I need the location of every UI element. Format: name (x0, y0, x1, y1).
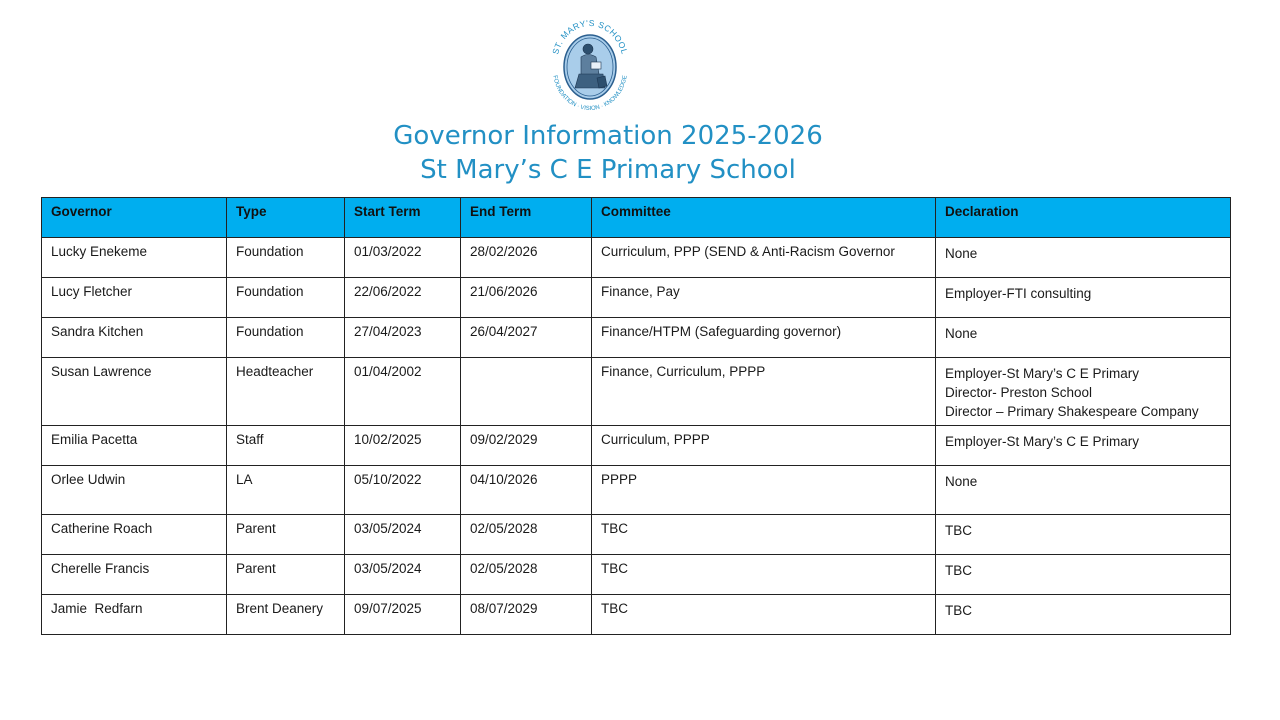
governor-cell: Sandra Kitchen (42, 318, 227, 358)
type-cell: Foundation (227, 238, 345, 278)
type-cell: Staff (227, 426, 345, 466)
table-row (42, 515, 1231, 555)
column-header-declaration: Declaration (936, 198, 1231, 238)
committee-cell: TBC (592, 595, 936, 635)
start-term-cell: 27/04/2023 (345, 318, 461, 358)
logo-ring-text-bottom: FOUNDATION · VISION · KNOWLEDGE (551, 74, 629, 112)
declaration-cell (936, 555, 1231, 595)
governor-cell: Susan Lawrence (42, 358, 227, 426)
governor-cell: Jamie Redfarn (42, 595, 227, 635)
committee-cell: Curriculum, PPPP (592, 426, 936, 466)
declaration-cell (936, 278, 1231, 318)
type-cell: LA (227, 466, 345, 515)
end-term-cell: 21/06/2026 (461, 278, 592, 318)
table-row (42, 318, 1231, 358)
page-title: Governor Information 2025-2026 (393, 121, 823, 151)
logo-ring-text-top: ST. MARY'S SCHOOL (550, 17, 630, 56)
declaration-cell (936, 318, 1231, 358)
table-row (42, 426, 1231, 466)
start-term-cell: 03/05/2024 (345, 555, 461, 595)
committee-cell: TBC (592, 515, 936, 555)
type-cell: Foundation (227, 318, 345, 358)
table-row (42, 238, 1231, 278)
declaration-cell (936, 238, 1231, 278)
school-name: St Mary’s C E Primary School (420, 155, 796, 185)
start-term-cell: 01/03/2022 (345, 238, 461, 278)
governor-cell: Emilia Pacetta (42, 426, 227, 466)
committee-cell: TBC (592, 555, 936, 595)
table-row (42, 278, 1231, 318)
declaration-line: Employer-FTI consulting (945, 286, 1092, 301)
start-term-cell: 22/06/2022 (345, 278, 461, 318)
declaration-cell (936, 466, 1231, 515)
school-logo (545, 12, 635, 112)
end-term-cell: 08/07/2029 (461, 595, 592, 635)
end-term-cell: 09/02/2029 (461, 426, 592, 466)
end-term-cell: 26/04/2027 (461, 318, 592, 358)
end-term-cell: 02/05/2028 (461, 555, 592, 595)
governor-cell: Catherine Roach (42, 515, 227, 555)
start-term-cell: 09/07/2025 (345, 595, 461, 635)
declaration-line: None (945, 474, 978, 489)
end-term-cell: 28/02/2026 (461, 238, 592, 278)
type-cell: Brent Deanery (227, 595, 345, 635)
start-term-cell: 10/02/2025 (345, 426, 461, 466)
end-term-cell (461, 358, 592, 426)
table-row (42, 595, 1231, 635)
table-row (42, 466, 1231, 515)
column-header-start-term: Start Term (345, 198, 461, 238)
governor-cell: Lucky Enekeme (42, 238, 227, 278)
governor-cell: Cherelle Francis (42, 555, 227, 595)
type-cell: Foundation (227, 278, 345, 318)
declaration-cell (936, 515, 1231, 555)
column-header-governor: Governor (42, 198, 227, 238)
type-cell: Parent (227, 555, 345, 595)
declaration-line: None (945, 326, 978, 341)
declaration-line: TBC (945, 523, 972, 538)
column-header-committee: Committee (592, 198, 936, 238)
table-row (42, 555, 1231, 595)
declaration-line: Employer-St Mary’s C E Primary (945, 366, 1140, 381)
declaration-line: TBC (945, 603, 972, 618)
declaration-line: None (945, 246, 978, 261)
start-term-cell: 01/04/2002 (345, 358, 461, 426)
declaration-line: Employer-St Mary’s C E Primary (945, 434, 1140, 449)
governor-cell: Lucy Fletcher (42, 278, 227, 318)
declaration-line: Director – Primary Shakespeare Company (945, 404, 1199, 419)
declaration-cell (936, 426, 1231, 466)
governor-table (41, 197, 1231, 635)
committee-cell: Finance/HTPM (Safeguarding governor) (592, 318, 936, 358)
committee-cell: Finance, Pay (592, 278, 936, 318)
declaration-cell (936, 595, 1231, 635)
table-header-row (42, 198, 1231, 238)
committee-cell: PPPP (592, 466, 936, 515)
end-term-cell: 02/05/2028 (461, 515, 592, 555)
table-row (42, 358, 1231, 426)
type-cell: Headteacher (227, 358, 345, 426)
declaration-line: Director- Preston School (945, 385, 1093, 400)
end-term-cell: 04/10/2026 (461, 466, 592, 515)
governor-cell: Orlee Udwin (42, 466, 227, 515)
committee-cell: Finance, Curriculum, PPPP (592, 358, 936, 426)
declaration-cell (936, 358, 1231, 426)
column-header-end-term: End Term (461, 198, 592, 238)
declaration-line: TBC (945, 563, 972, 578)
column-header-type: Type (227, 198, 345, 238)
start-term-cell: 03/05/2024 (345, 515, 461, 555)
type-cell: Parent (227, 515, 345, 555)
committee-cell: Curriculum, PPP (SEND & Anti-Racism Governor (592, 238, 936, 278)
start-term-cell: 05/10/2022 (345, 466, 461, 515)
